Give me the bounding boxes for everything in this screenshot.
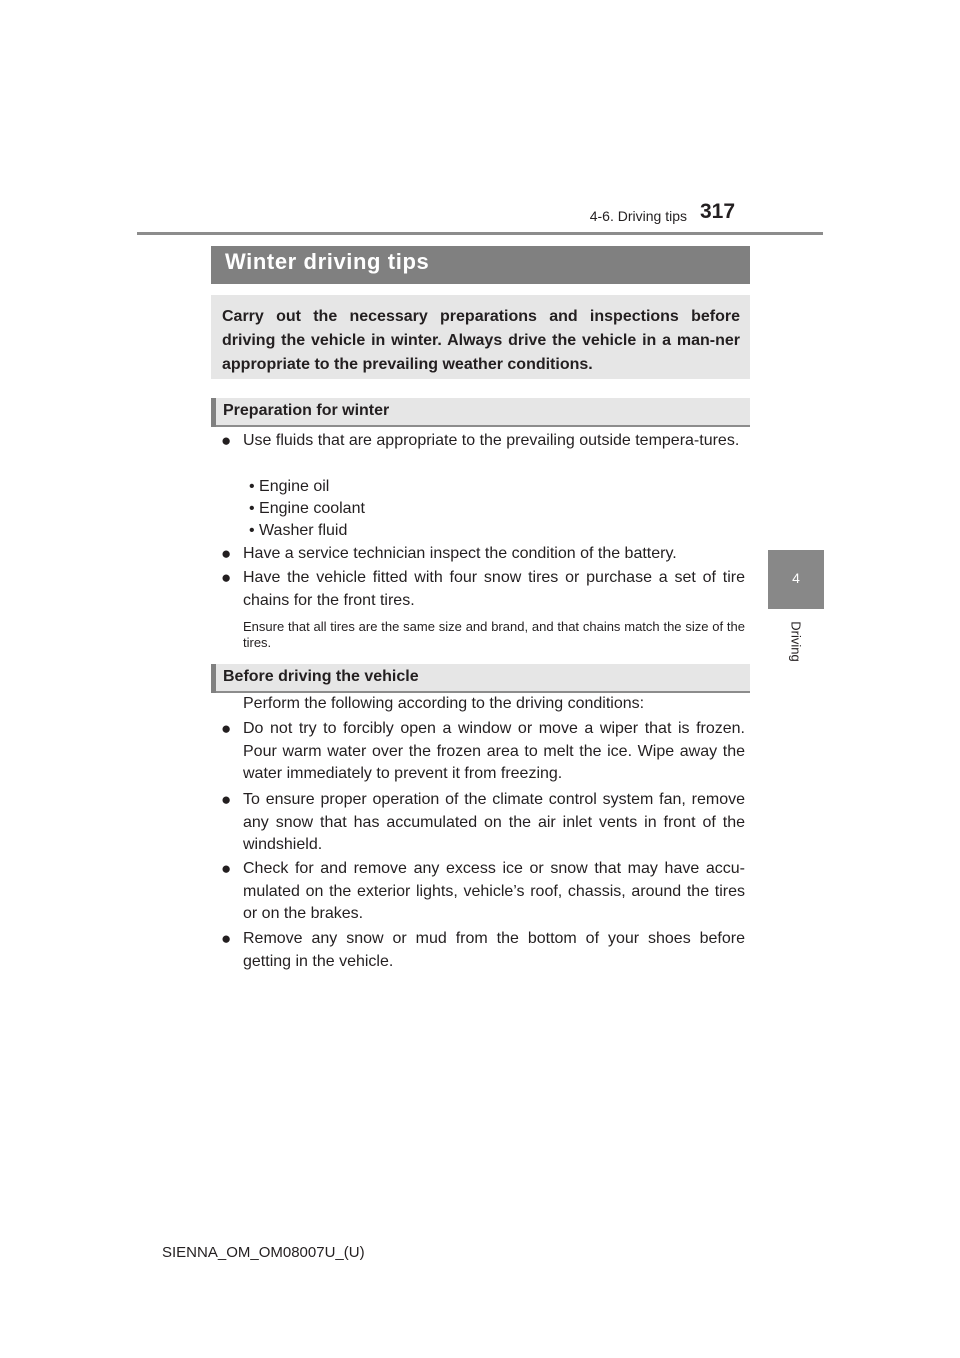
header-rule (137, 232, 823, 235)
bullet-icon: ● (221, 568, 232, 587)
bullet-icon: ● (221, 790, 232, 809)
footer-code: SIENNA_OM_OM08007U_(U) (162, 1244, 365, 1261)
list-item-text: To ensure proper operation of the climate control system fan, remove any snow that has accumulated on the air inlet vents in front of the windshield. (243, 791, 745, 853)
list-item-text: Have the vehicle fitted with four snow tires or purchase a set of tire chains for the front tires. (243, 569, 745, 609)
sub-item-text: Engine oil (259, 478, 330, 495)
sub-item: • Engine oil (249, 478, 330, 495)
list-item-text: Have a service technician inspect the condition of the battery. (243, 545, 677, 562)
section-heading-preparation (211, 398, 750, 427)
bullet-icon: ● (221, 719, 232, 738)
page-title: Winter driving tips (225, 249, 430, 274)
list-item-text: Use fluids that are appropriate to the prevailing outside tempera-tures. (243, 432, 740, 449)
sub-item: • Washer fluid (249, 522, 348, 539)
bullet-icon: ● (221, 929, 232, 948)
section-heading-before-driving (211, 664, 750, 693)
page-number: 317 (700, 200, 736, 223)
lead-text: Perform the following according to the driving conditions: (243, 695, 645, 712)
intro-box (211, 295, 750, 379)
heading-bar (211, 398, 216, 427)
heading-text: Before driving the vehicle (223, 668, 419, 685)
bullet-icon: ● (221, 431, 232, 450)
list-item-text: Remove any snow or mud from the bottom of your shoes before getting in the vehicle. (243, 930, 745, 970)
side-tab-number: 4 (792, 570, 800, 586)
list-item-text: Do not try to forcibly open a window or move a wiper that is frozen. Pour warm water over the frozen area to melt the ice. Wipe away the water immediately to prevent it from freezing. (243, 720, 745, 782)
sub-item-text: Washer fluid (259, 522, 348, 539)
note-text: Ensure that all tires are the same size and brand, and that chains match the size of the tires. (243, 619, 745, 650)
side-tab-label: Driving (788, 621, 804, 662)
sub-item-text: Engine coolant (259, 500, 365, 517)
title-bar (211, 246, 750, 284)
bullet-icon: ● (221, 544, 232, 563)
section-header: 4-6. Driving tips (589, 208, 687, 224)
list-item-text: Check for and remove any excess ice or snow that may have accu-mulated on the exterior lights, vehicle’s roof, chassis, around the tires or on the brakes. (243, 860, 745, 922)
sub-item: • Engine coolant (249, 500, 365, 517)
bullet-icon: ● (221, 859, 232, 878)
heading-bar (211, 664, 216, 693)
heading-text: Preparation for winter (223, 402, 390, 419)
intro-text: Carry out the necessary preparations and inspections before driving the vehicle in winter. Always drive the vehicle in a man-ner appropriate to the prevailing weather conditions. (222, 308, 740, 373)
